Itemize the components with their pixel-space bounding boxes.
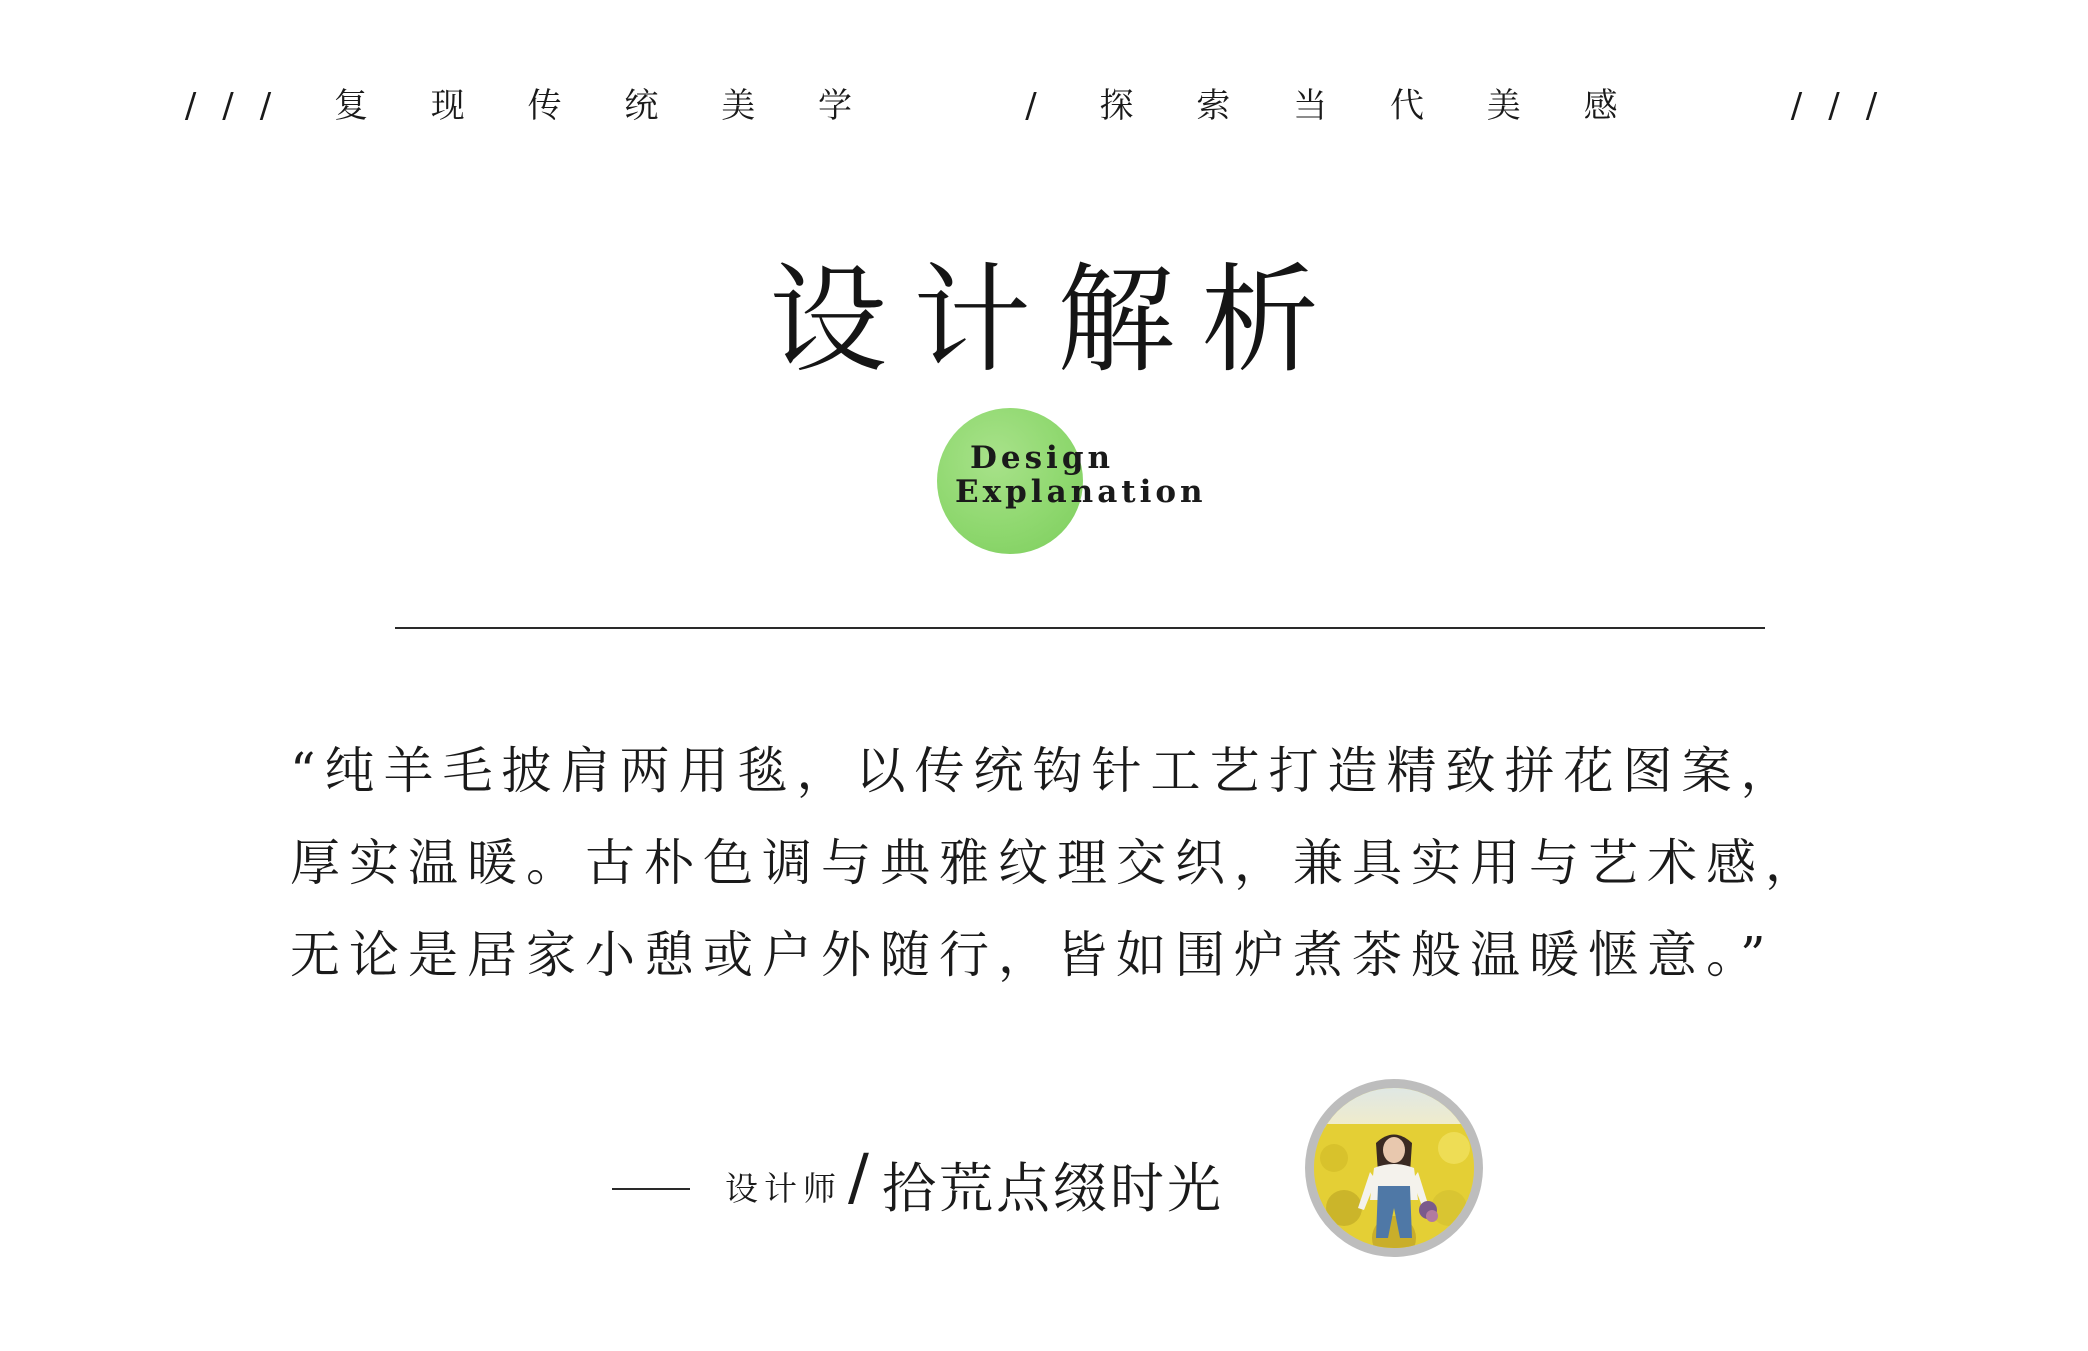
header-tagline: /// 复 现 传 统 美 学 / 探 索 当 代 美 感 /// — [184, 86, 1904, 126]
subtitle-line-1: Design — [970, 440, 1115, 476]
divider-line — [395, 627, 1765, 629]
designer-separator: / — [848, 1140, 869, 1213]
subtitle-line-2: Explanation — [955, 474, 1207, 510]
quote-block — [290, 725, 1830, 1001]
quote-line-2: 厚实温暖。古朴色调与典雅纹理交织，兼具实用与艺术感， — [290, 834, 1824, 892]
quote-line-3: 无论是居家小憩或户外随行，皆如围炉煮茶般温暖惬意。” — [290, 926, 1775, 984]
avatar-photo — [1314, 1088, 1474, 1248]
quote-line-1: “纯羊毛披肩两用毯，以传统钩针工艺打造精致拼花图案， — [290, 742, 1800, 800]
signature-dash — [612, 1188, 690, 1190]
avatar-illustration — [1314, 1088, 1474, 1248]
designer-avatar — [1305, 1079, 1483, 1257]
page-title: 设计解析 — [768, 251, 1345, 389]
designer-role: 设计师 — [725, 1169, 842, 1208]
designer-name: 拾荒点缀时光 — [882, 1157, 1224, 1220]
